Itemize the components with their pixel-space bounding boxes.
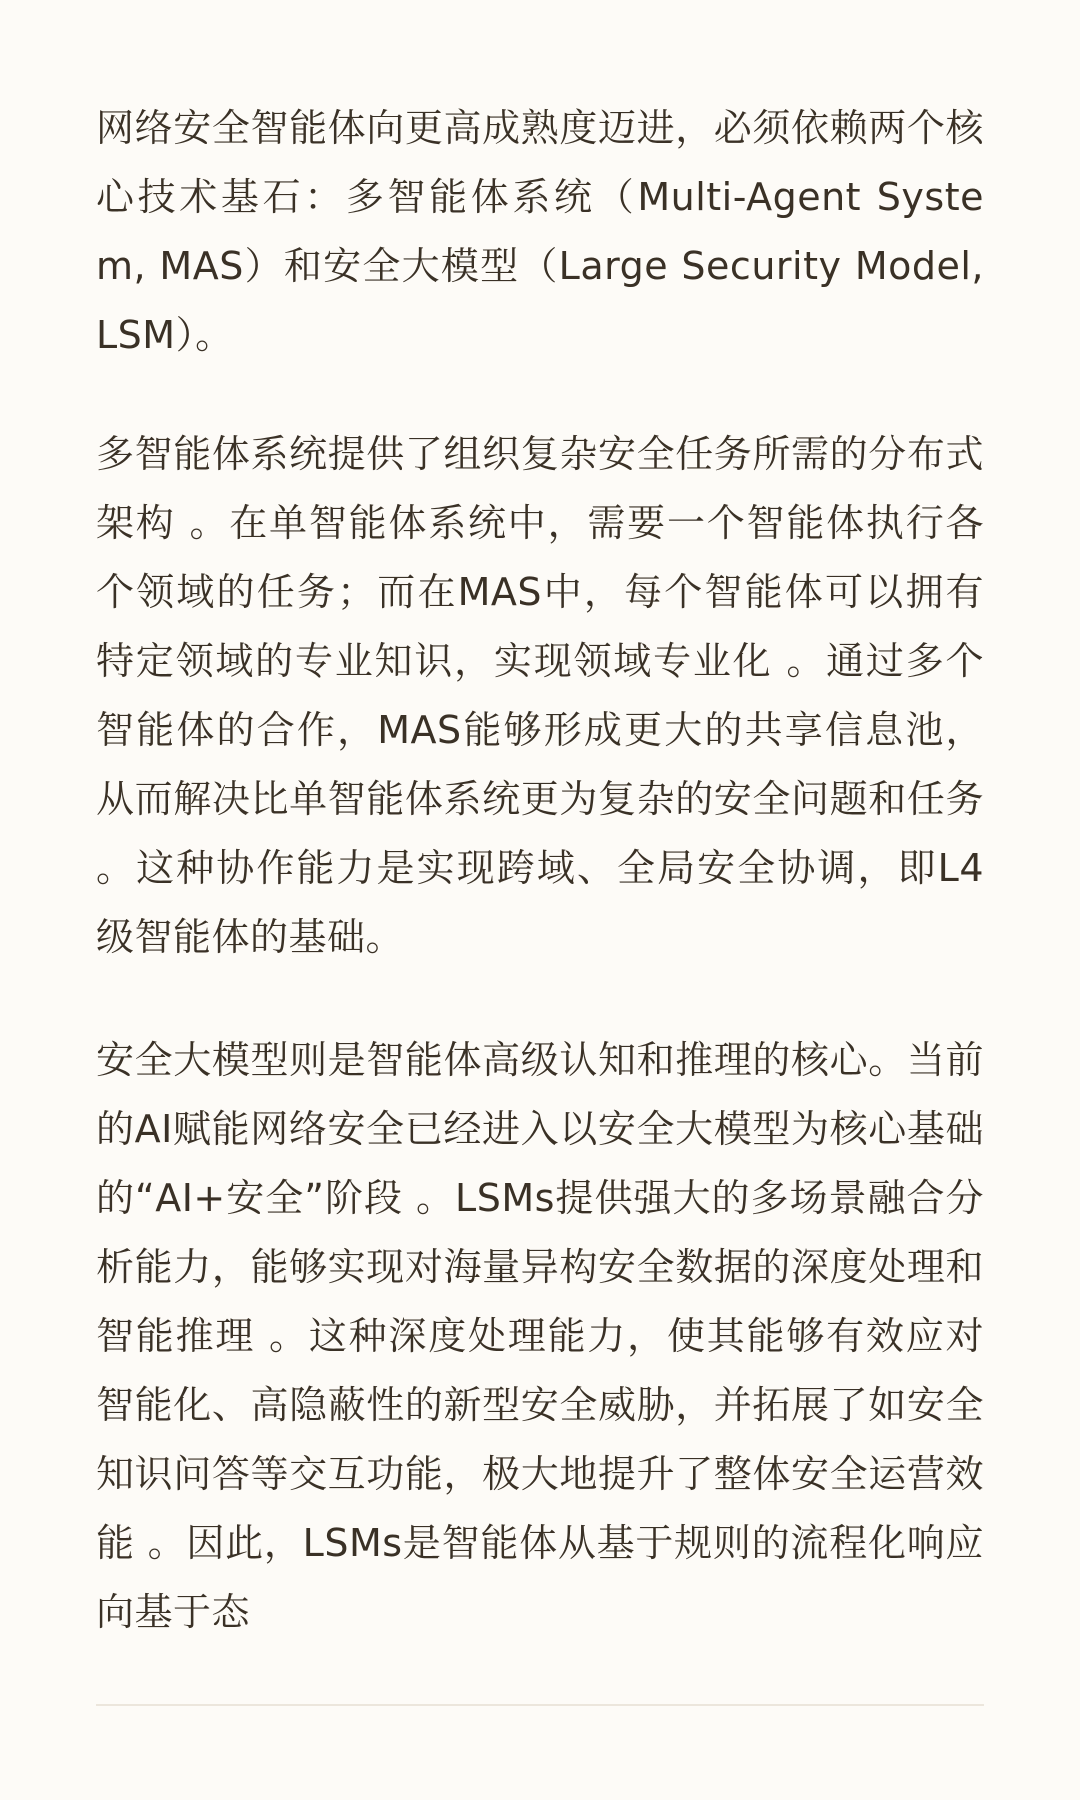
paragraph-multi-agent-system: 多智能体系统提供了组织复杂安全任务所需的分布式架构 。在单智能体系统中，需要一个智能体执行各个领域的任务；而在MAS中，每个智能体可以拥有特定领域的专业知识，实现领域专业化 。通过多个智能体的合作，MAS能够形成更大的共享信息池，从而解决比单智能体系统更为复杂的安全问题和任务 。这种协作能力是实现跨域、全局安全协调，即L4级智能体的基础。 [96, 432, 984, 959]
paragraph-core-foundations: 网络安全智能体向更高成熟度迈进，必须依赖两个核心技术基石：多智能体系统（Multi-Agent System, MAS）和安全大模型（Large Security Model, LSM）。 [96, 106, 984, 357]
section-divider [96, 1704, 984, 1706]
article-body [96, 94, 984, 1647]
paragraph-large-security-model: 安全大模型则是智能体高级认知和推理的核心。当前的AI赋能网络安全已经进入以安全大模型为核心基础的“AI+安全”阶段 。LSMs提供强大的多场景融合分析能力，能够实现对海量异构安全数据的深度处理和智能推理 。这种深度处理能力，使其能够有效应对智能化、高隐蔽性的新型安全威胁，并拓展了如安全知识问答等交互功能，极大地提升了整体安全运营效能 。因此，LSMs是智能体从基于规则的流程化响应向基于态 [96, 1038, 984, 1634]
